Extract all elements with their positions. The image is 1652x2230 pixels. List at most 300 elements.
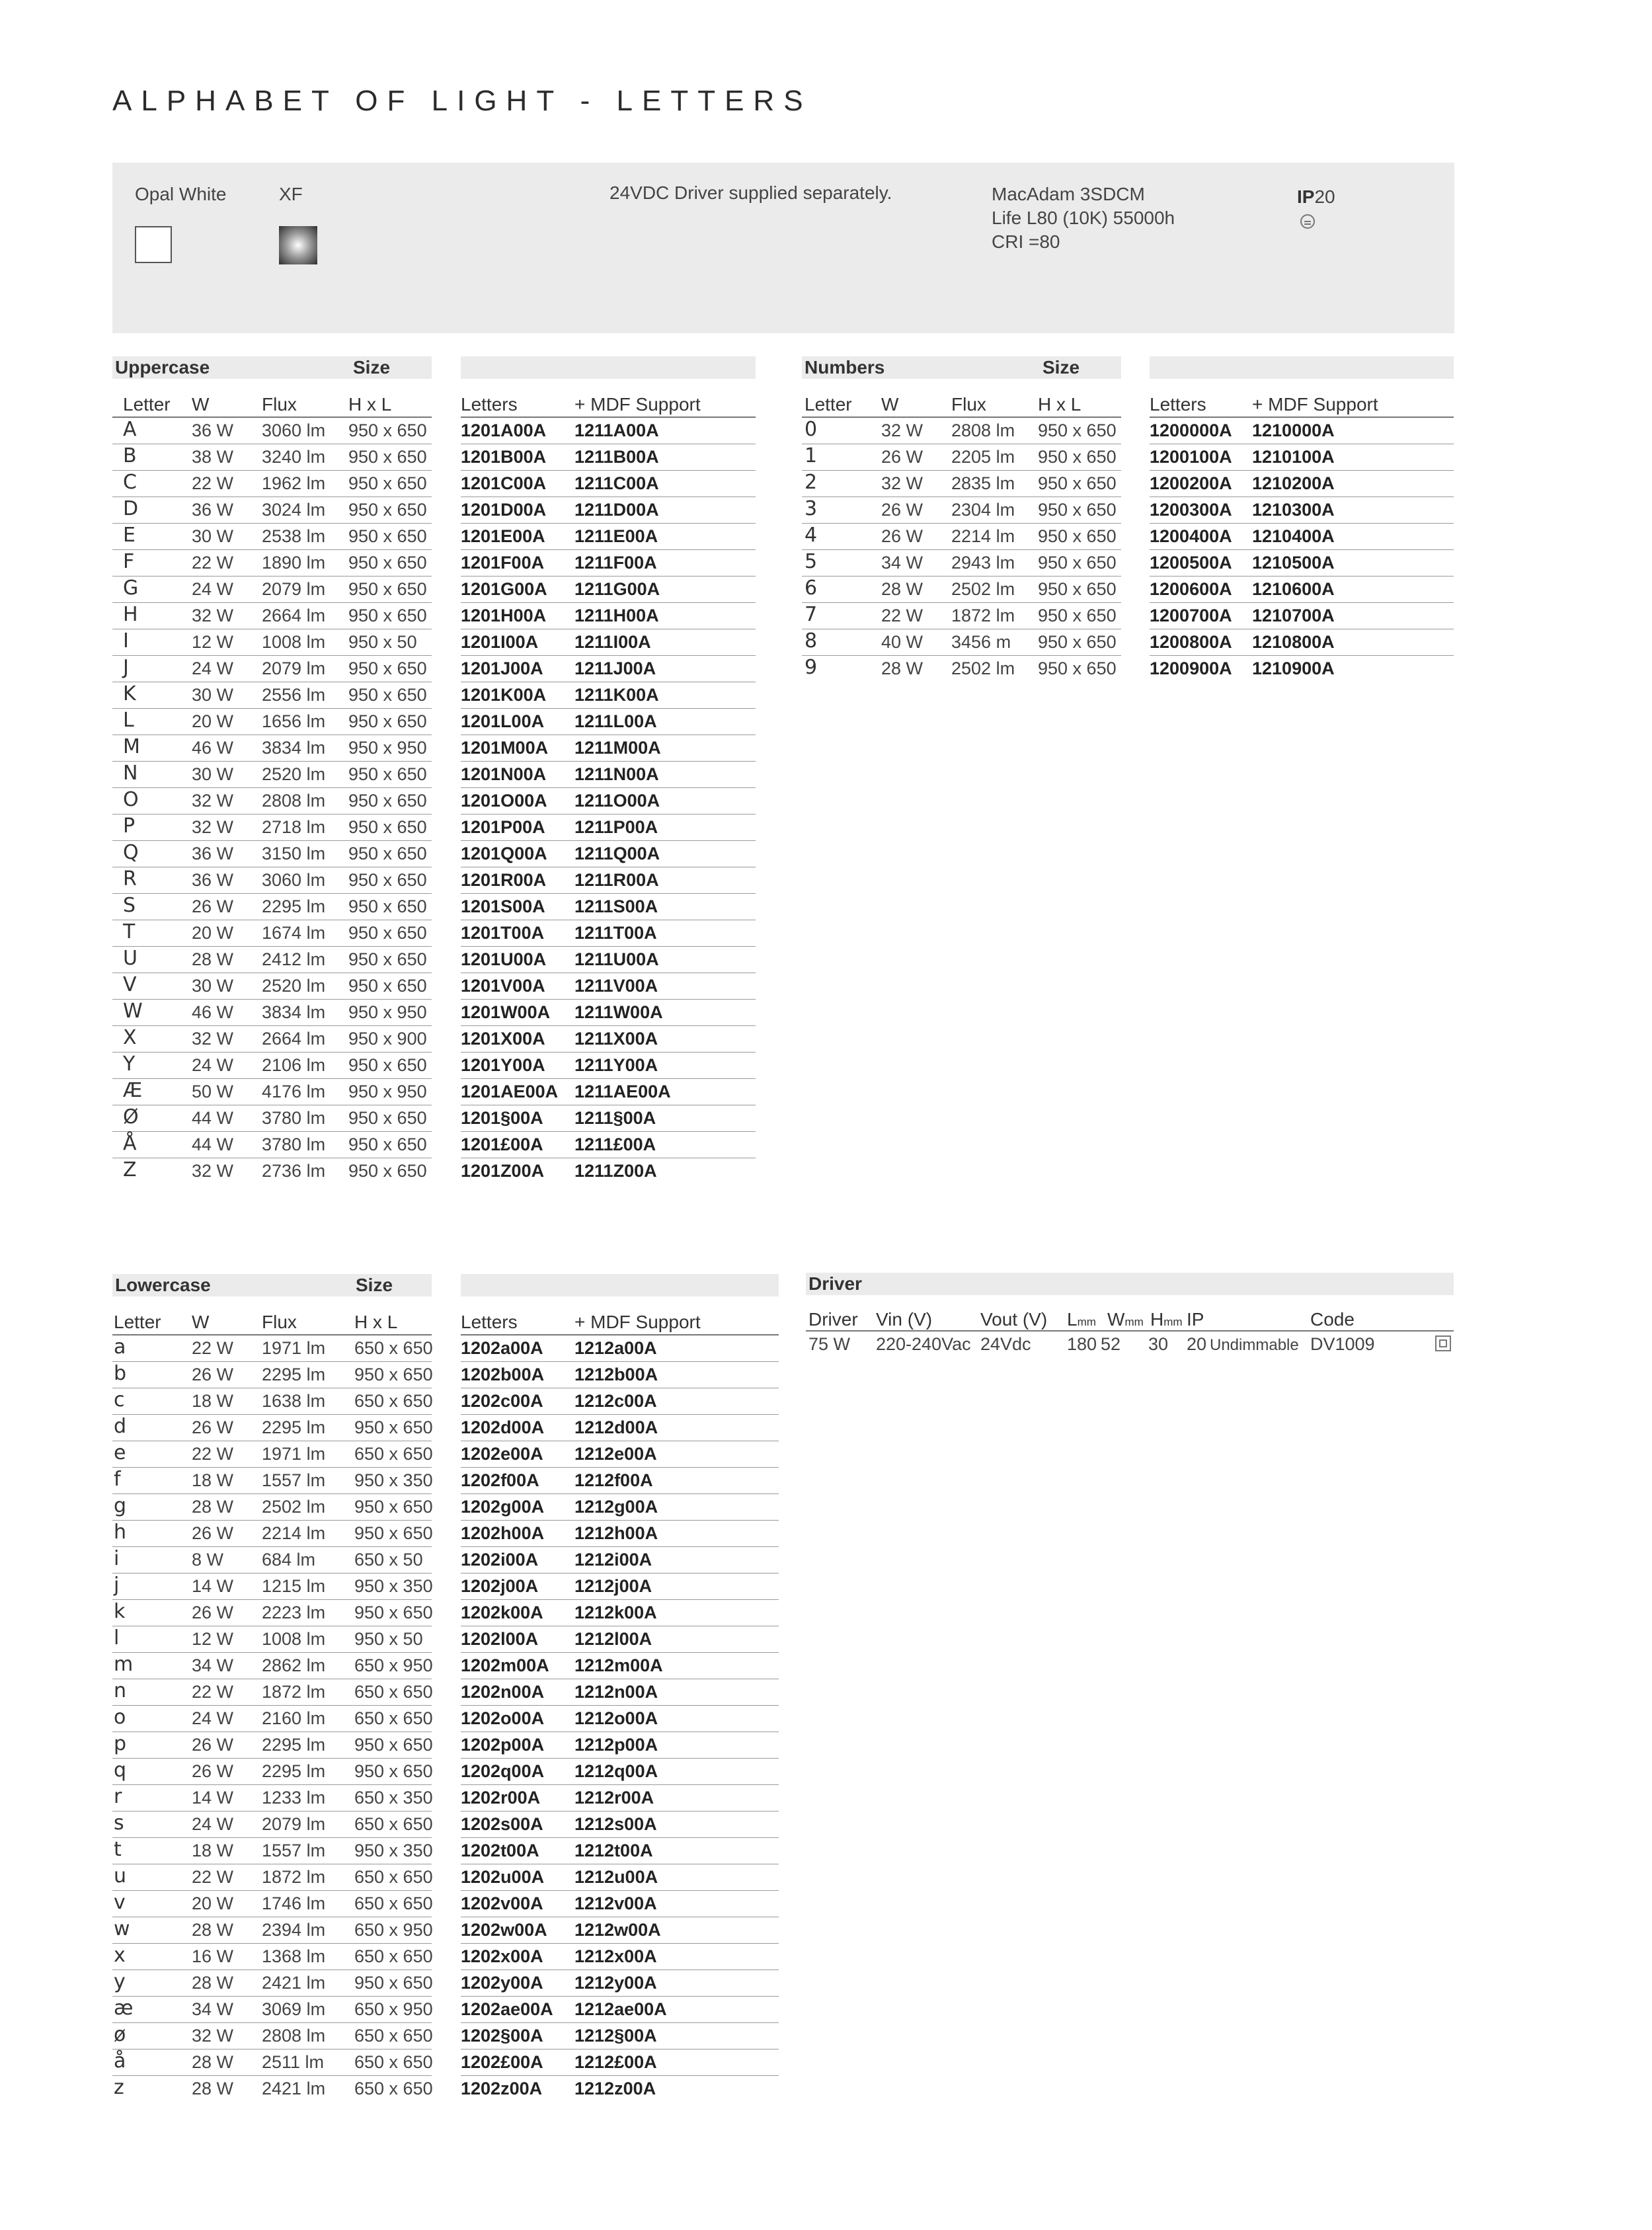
- table-row: [112, 1970, 432, 1997]
- table-row: [461, 1441, 779, 1468]
- letter-glyph: U: [123, 947, 138, 970]
- col-mdf-code: + MDF Support: [574, 1312, 701, 1332]
- table-row: [112, 471, 432, 497]
- watts-cell: 26 W: [192, 1417, 234, 1437]
- watts-cell: 34 W: [192, 1999, 234, 2019]
- letter-glyph: I: [123, 629, 129, 653]
- table-header: [112, 391, 432, 418]
- watts-cell: 26 W: [192, 1735, 234, 1755]
- letters-code-cell: 1201P00A: [461, 817, 545, 837]
- size-cell: 950 x 650: [348, 791, 427, 811]
- table-row: [1150, 497, 1454, 524]
- table-row: [1150, 471, 1454, 497]
- flux-cell: 3780 lm: [262, 1135, 326, 1154]
- letter-glyph: D: [123, 497, 139, 520]
- numbers-specs-table: [802, 391, 1121, 682]
- watts-cell: 20 W: [192, 1893, 234, 1913]
- table-row: [112, 1944, 432, 1970]
- size-cell: 650 x 650: [354, 2026, 433, 2046]
- lowercase-size-label: Size: [356, 1275, 393, 1295]
- letter-glyph: 0: [805, 418, 818, 441]
- letters-code-cell: 1200300A: [1150, 500, 1232, 520]
- table-row: [112, 656, 432, 682]
- mdf-code-cell: 1211A00A: [574, 420, 659, 440]
- letters-code-cell: 1200800A: [1150, 632, 1232, 652]
- table-row: [802, 418, 1121, 444]
- watts-cell: 24 W: [192, 1814, 234, 1834]
- size-cell: 950 x 650: [348, 949, 427, 969]
- mdf-code-cell: 1212g00A: [574, 1497, 658, 1517]
- size-cell: 950 x 950: [348, 1002, 427, 1022]
- flux-cell: 1368 lm: [262, 1946, 326, 1966]
- table-row: [1150, 603, 1454, 629]
- table-row: [461, 1970, 779, 1997]
- table-header: [1150, 391, 1454, 418]
- table-row: [461, 947, 756, 973]
- letters-code-cell: 1202l00A: [461, 1629, 539, 1649]
- table-header: [802, 391, 1121, 418]
- mdf-code-cell: 1212s00A: [574, 1814, 657, 1834]
- table-row: [461, 1626, 779, 1653]
- watts-cell: 12 W: [192, 632, 234, 652]
- flux-cell: 3456 m: [951, 632, 1011, 652]
- col-mdf-code: + MDF Support: [1252, 394, 1378, 415]
- letter-glyph: u: [114, 1864, 127, 1888]
- letters-code-cell: 1201S00A: [461, 896, 545, 916]
- letters-code-cell: 1202t00A: [461, 1841, 539, 1860]
- watts-cell: 14 W: [192, 1788, 234, 1808]
- table-row: [461, 2050, 779, 2076]
- uppercase-header-bar: [112, 356, 432, 379]
- letters-code-cell: 1201W00A: [461, 1002, 551, 1022]
- letters-code-cell: 1202a00A: [461, 1338, 543, 1358]
- mdf-code-cell: 1211N00A: [574, 764, 659, 784]
- mdf-code-cell: 1212h00A: [574, 1523, 658, 1543]
- table-row: [112, 1864, 432, 1891]
- table-row: [112, 1468, 432, 1494]
- table-row: [461, 735, 756, 762]
- watts-cell: 32 W: [881, 420, 924, 440]
- table-header: [806, 1306, 1454, 1332]
- table-row: [112, 1917, 432, 1944]
- watts-cell: 30 W: [192, 526, 234, 546]
- letters-code-cell: 1200100A: [1150, 447, 1232, 467]
- mdf-code-cell: 1212t00A: [574, 1841, 653, 1860]
- watts-cell: 30 W: [192, 764, 234, 784]
- mdf-code-cell: 1212u00A: [574, 1867, 658, 1887]
- letters-code-cell: 1202ae00A: [461, 1999, 553, 2019]
- letter-glyph: l: [114, 1626, 120, 1650]
- flux-cell: 2664 lm: [262, 606, 326, 625]
- mdf-code-cell: 1211£00A: [574, 1135, 656, 1154]
- page-title: ALPHABET OF LIGHT - LETTERS: [112, 85, 812, 117]
- table-row: [112, 1838, 432, 1864]
- table-row: [802, 524, 1121, 550]
- flux-cell: 2106 lm: [262, 1055, 326, 1075]
- uppercase-size-label: Size: [353, 357, 391, 378]
- table-header: [112, 1309, 432, 1335]
- table-row: [112, 1547, 432, 1573]
- flux-cell: 2295 lm: [262, 1365, 326, 1384]
- table-row: [112, 920, 432, 947]
- letters-code-cell: 1201K00A: [461, 685, 547, 705]
- letter-glyph: k: [114, 1600, 126, 1623]
- ip-value: 20: [1314, 186, 1335, 207]
- watts-cell: 28 W: [192, 2052, 234, 2072]
- watts-cell: 24 W: [192, 658, 234, 678]
- mdf-code-cell: 1211W00A: [574, 1002, 663, 1022]
- letter-glyph: S: [123, 894, 136, 917]
- letters-code-cell: 1200600A: [1150, 579, 1232, 599]
- col-flux: Flux: [951, 394, 986, 415]
- table-row: [1150, 629, 1454, 656]
- mdf-code-cell: 1210600A: [1252, 579, 1335, 599]
- mdf-code-cell: 1211J00A: [574, 658, 656, 678]
- watts-cell: 26 W: [192, 1365, 234, 1384]
- size-cell: 950 x 650: [354, 1603, 433, 1622]
- letters-code-cell: 1202w00A: [461, 1920, 547, 1940]
- letters-code-cell: 1201X00A: [461, 1029, 545, 1049]
- table-row: [461, 682, 756, 709]
- watts-cell: 26 W: [192, 1761, 234, 1781]
- uppercase-title: Uppercase: [115, 357, 210, 378]
- size-cell: 650 x 650: [354, 1814, 433, 1834]
- flux-cell: 1233 lm: [262, 1788, 326, 1808]
- table-row: [112, 735, 432, 762]
- letters-code-cell: 1201F00A: [461, 553, 545, 573]
- size-cell: 650 x 650: [354, 1867, 433, 1887]
- flux-cell: 1971 lm: [262, 1338, 326, 1358]
- flux-cell: 2160 lm: [262, 1708, 326, 1728]
- letter-glyph: m: [114, 1653, 134, 1676]
- size-cell: 950 x 650: [1038, 553, 1117, 573]
- table-row: [461, 762, 756, 788]
- mdf-code-cell: 1211O00A: [574, 791, 660, 811]
- watts-cell: 26 W: [192, 896, 234, 916]
- watts-cell: 28 W: [192, 2079, 234, 2098]
- table-row: [1150, 524, 1454, 550]
- size-cell: 950 x 650: [348, 658, 427, 678]
- letters-code-cell: 1202z00A: [461, 2079, 543, 2098]
- mdf-code-cell: 1212p00A: [574, 1735, 658, 1755]
- table-row: [1150, 550, 1454, 577]
- size-cell: 950 x 650: [348, 1055, 427, 1075]
- watts-cell: 36 W: [192, 870, 234, 890]
- table-header: [461, 1309, 779, 1335]
- letter-glyph: C: [123, 471, 137, 494]
- size-cell: 950 x 650: [348, 870, 427, 890]
- size-cell: 950 x 650: [1038, 473, 1117, 493]
- size-cell: 650 x 950: [354, 1655, 433, 1675]
- table-row: [112, 1573, 432, 1600]
- letters-code-cell: 1201H00A: [461, 606, 547, 625]
- flux-cell: 2538 lm: [262, 526, 326, 546]
- letter-glyph: P: [123, 815, 136, 838]
- watts-cell: 50 W: [192, 1082, 234, 1101]
- watts-cell: 18 W: [192, 1841, 234, 1860]
- mdf-code-cell: 1210500A: [1252, 553, 1335, 573]
- letter-glyph: Æ: [123, 1079, 143, 1102]
- table-row: [461, 1132, 756, 1158]
- size-cell: 950 x 650: [354, 1523, 433, 1543]
- letter-glyph: Z: [123, 1158, 137, 1181]
- mdf-code-cell: 1211F00A: [574, 553, 657, 573]
- table-row: [461, 656, 756, 682]
- table-row: [461, 1335, 779, 1362]
- letters-code-cell: 1202k00A: [461, 1603, 543, 1622]
- table-row: [112, 947, 432, 973]
- flux-cell: 2511 lm: [262, 2052, 325, 2072]
- watts-cell: 22 W: [192, 1444, 234, 1464]
- mdf-code-cell: 1210000A: [1252, 420, 1335, 440]
- driver-row: [806, 1332, 1454, 1358]
- size-cell: 950 x 50: [354, 1629, 423, 1649]
- letters-code-cell: 1201C00A: [461, 473, 547, 493]
- table-row: [112, 1600, 432, 1626]
- letter-glyph: O: [123, 788, 139, 811]
- flux-cell: 2205 lm: [951, 447, 1015, 467]
- size-cell: 950 x 650: [354, 1497, 433, 1517]
- col-flux: Flux: [262, 394, 297, 415]
- size-cell: 950 x 650: [354, 1761, 433, 1781]
- table-row: [112, 1441, 432, 1468]
- table-row: [112, 1997, 432, 2023]
- letter-glyph: 6: [805, 577, 818, 600]
- mdf-code-cell: 1211U00A: [574, 949, 659, 969]
- table-row: [112, 1132, 432, 1158]
- driver-width: 52: [1101, 1334, 1121, 1354]
- letters-code-cell: 1202m00A: [461, 1655, 549, 1675]
- mdf-code-cell: 1210100A: [1252, 447, 1335, 467]
- table-row: [461, 1158, 756, 1185]
- watts-cell: 28 W: [192, 1920, 234, 1940]
- table-row: [112, 1759, 432, 1785]
- table-row: [112, 1388, 432, 1415]
- table-header: [461, 391, 756, 418]
- table-row: [1150, 577, 1454, 603]
- letter-glyph: p: [114, 1732, 127, 1755]
- table-row: [461, 577, 756, 603]
- letter-glyph: b: [114, 1362, 127, 1385]
- uppercase-codes-header-bar: [461, 356, 756, 379]
- table-row: [461, 1944, 779, 1970]
- letter-glyph: r: [114, 1785, 122, 1808]
- mdf-code-cell: 1211L00A: [574, 711, 657, 731]
- letter-glyph: L: [123, 709, 134, 732]
- letters-code-cell: 1200200A: [1150, 473, 1232, 493]
- flux-cell: 1674 lm: [262, 923, 326, 943]
- col-driver: Driver: [808, 1309, 858, 1330]
- letter-glyph: X: [123, 1026, 137, 1049]
- size-cell: 650 x 950: [354, 1920, 433, 1940]
- table-row: [112, 629, 432, 656]
- table-row: [802, 577, 1121, 603]
- watts-cell: 24 W: [192, 1055, 234, 1075]
- letters-code-cell: 1201E00A: [461, 526, 545, 546]
- table-row: [112, 815, 432, 841]
- letter-glyph: a: [114, 1335, 126, 1359]
- table-row: [461, 1679, 779, 1706]
- watts-cell: 28 W: [192, 1497, 234, 1517]
- mdf-code-cell: 1211G00A: [574, 579, 660, 599]
- flux-cell: 1008 lm: [262, 1629, 326, 1649]
- mdf-code-cell: 1212b00A: [574, 1365, 658, 1384]
- flux-cell: 2862 lm: [262, 1655, 326, 1675]
- driver-title: Driver: [808, 1273, 862, 1294]
- mdf-code-cell: 1211K00A: [574, 685, 659, 705]
- watts-cell: 30 W: [192, 685, 234, 705]
- letter-glyph: J: [123, 656, 129, 679]
- mdf-code-cell: 1212y00A: [574, 1973, 657, 1993]
- dimming-type-icon: [1435, 1335, 1451, 1351]
- mdf-code-cell: 1211Q00A: [574, 844, 660, 863]
- spec-cri: CRI =80: [992, 231, 1060, 252]
- letters-code-cell: 1201U00A: [461, 949, 547, 969]
- size-cell: 950 x 650: [348, 896, 427, 916]
- table-row: [461, 1600, 779, 1626]
- watts-cell: 44 W: [192, 1135, 234, 1154]
- table-row: [461, 1573, 779, 1600]
- table-row: [461, 1759, 779, 1785]
- letter-glyph: W: [123, 1000, 143, 1023]
- table-row: [112, 1891, 432, 1917]
- table-row: [461, 471, 756, 497]
- mdf-code-cell: 1211M00A: [574, 738, 661, 758]
- letter-glyph: j: [114, 1573, 120, 1597]
- letter-glyph: w: [114, 1917, 130, 1940]
- size-cell: 950 x 650: [348, 553, 427, 573]
- watts-cell: 22 W: [192, 1682, 234, 1702]
- letter-glyph: E: [123, 524, 136, 547]
- watts-cell: 24 W: [192, 579, 234, 599]
- ip-rating: [1297, 185, 1335, 209]
- table-row: [112, 2050, 432, 2076]
- col-length: Lmm: [1067, 1309, 1096, 1330]
- watts-cell: 26 W: [881, 447, 924, 467]
- uppercase-specs-table: [112, 391, 432, 1185]
- watts-cell: 36 W: [192, 420, 234, 440]
- table-row: [461, 629, 756, 656]
- col-size: H x L: [348, 394, 392, 415]
- size-cell: 950 x 650: [1038, 606, 1117, 625]
- table-row: [112, 1653, 432, 1679]
- letters-code-cell: 1202i00A: [461, 1550, 539, 1570]
- table-row: [112, 709, 432, 735]
- col-ip: IP: [1187, 1309, 1204, 1330]
- size-cell: 950 x 650: [348, 579, 427, 599]
- col-watts: W: [881, 394, 899, 415]
- letters-code-cell: 1200700A: [1150, 606, 1232, 625]
- watts-cell: 26 W: [881, 526, 924, 546]
- driver-dimming: Undimmable: [1210, 1336, 1299, 1354]
- letters-code-cell: 1202c00A: [461, 1391, 543, 1411]
- table-row: [802, 603, 1121, 629]
- flux-cell: 3834 lm: [262, 738, 326, 758]
- mdf-code-cell: 1212c00A: [574, 1391, 657, 1411]
- table-row: [112, 1053, 432, 1079]
- table-row: [112, 1732, 432, 1759]
- letter-glyph: Q: [123, 841, 139, 864]
- col-size: H x L: [1038, 394, 1082, 415]
- size-cell: 950 x 650: [348, 420, 427, 440]
- size-cell: 950 x 650: [348, 1108, 427, 1128]
- flux-cell: 2556 lm: [262, 685, 326, 705]
- watts-cell: 46 W: [192, 738, 234, 758]
- table-row: [112, 1785, 432, 1812]
- watts-cell: 8 W: [192, 1550, 224, 1570]
- letter-glyph: ø: [114, 2023, 126, 2046]
- mdf-code-cell: 1212w00A: [574, 1920, 661, 1940]
- table-row: [112, 894, 432, 920]
- letter-glyph: s: [114, 1812, 124, 1835]
- table-row: [112, 682, 432, 709]
- table-row: [802, 471, 1121, 497]
- flux-cell: 3069 lm: [262, 1999, 326, 2019]
- col-letter: Letter: [805, 394, 852, 415]
- letters-code-cell: 1202v00A: [461, 1893, 543, 1913]
- letters-code-cell: 1201I00A: [461, 632, 539, 652]
- earth-symbol-icon: [1300, 214, 1315, 229]
- size-cell: 950 x 650: [348, 976, 427, 996]
- flux-cell: 1746 lm: [262, 1893, 326, 1913]
- letter-glyph: 4: [805, 524, 818, 547]
- spec-macadam: MacAdam 3SDCM: [992, 184, 1145, 204]
- letters-code-cell: 1202g00A: [461, 1497, 545, 1517]
- letters-code-cell: 1201B00A: [461, 447, 547, 467]
- mdf-code-cell: 1212§00A: [574, 2026, 657, 2046]
- table-row: [112, 550, 432, 577]
- flux-cell: 1557 lm: [262, 1470, 326, 1490]
- table-row: [461, 1105, 756, 1132]
- opal-white-swatch: [135, 226, 172, 263]
- flux-cell: 2502 lm: [262, 1497, 326, 1517]
- flux-cell: 1872 lm: [262, 1682, 326, 1702]
- letters-code-cell: 1201J00A: [461, 658, 543, 678]
- mdf-code-cell: 1212j00A: [574, 1576, 652, 1596]
- flux-cell: 2421 lm: [262, 1973, 326, 1993]
- size-cell: 950 x 650: [348, 447, 427, 467]
- size-cell: 950 x 650: [348, 685, 427, 705]
- driver-note: 24VDC Driver supplied separately.: [610, 182, 892, 203]
- size-cell: 650 x 650: [354, 2052, 433, 2072]
- table-row: [802, 550, 1121, 577]
- table-row: [112, 1679, 432, 1706]
- letter-glyph: 2: [805, 471, 818, 494]
- table-row: [112, 1079, 432, 1105]
- watts-cell: 32 W: [192, 2026, 234, 2046]
- lowercase-codes-header-bar: [461, 1274, 779, 1296]
- table-row: [461, 1388, 779, 1415]
- table-row: [112, 841, 432, 867]
- letters-code-cell: 1201A00A: [461, 420, 547, 440]
- col-width: Wmm: [1107, 1309, 1144, 1330]
- flux-cell: 2079 lm: [262, 579, 326, 599]
- flux-cell: 2214 lm: [951, 526, 1015, 546]
- letters-code-cell: 1202r00A: [461, 1788, 541, 1808]
- flux-cell: 1557 lm: [262, 1841, 326, 1860]
- watts-cell: 34 W: [881, 553, 924, 573]
- letters-code-cell: 1202p00A: [461, 1735, 545, 1755]
- letters-code-cell: 1201L00A: [461, 711, 545, 731]
- xf-swatch: [279, 226, 317, 264]
- flux-cell: 1638 lm: [262, 1391, 326, 1411]
- letter-glyph: x: [114, 1944, 126, 1967]
- mdf-code-cell: 1212o00A: [574, 1708, 658, 1728]
- table-row: [112, 1626, 432, 1653]
- numbers-codes-header-bar: [1150, 356, 1454, 379]
- driver-vin: 220-240Vac: [876, 1334, 971, 1354]
- flux-cell: 3024 lm: [262, 500, 326, 520]
